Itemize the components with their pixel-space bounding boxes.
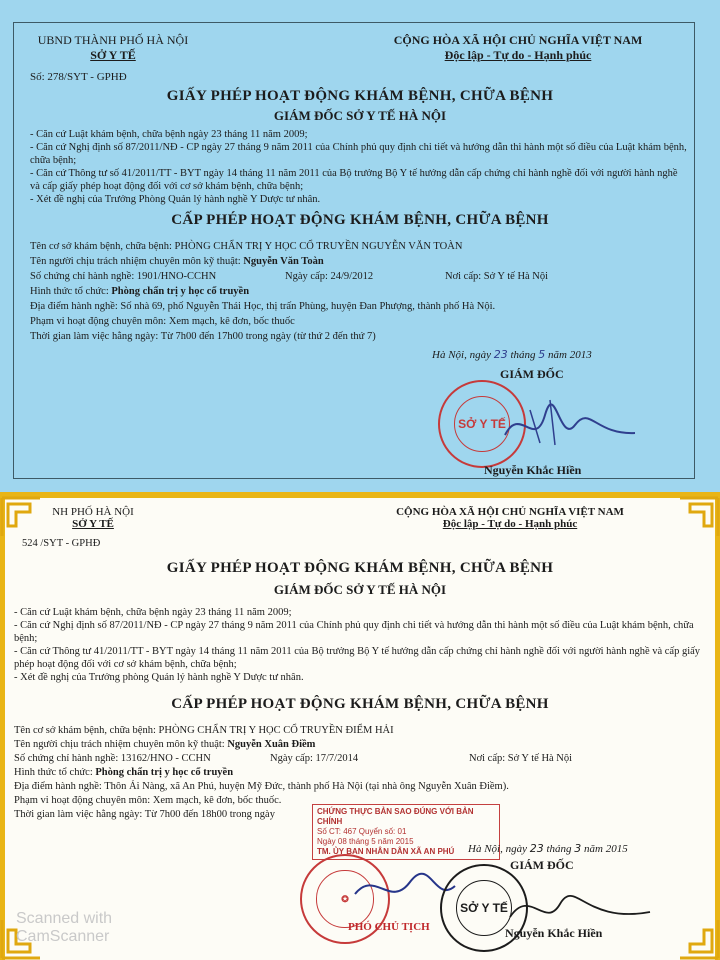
working-hours: Thời gian làm việc hằng ngày: Từ 7h00 đến 18h00 trong ngày (14, 809, 275, 820)
certificate-number: Số chứng chỉ hành nghề: 13162/HNO - CCHN (14, 753, 211, 764)
org-form-value: Phòng chẩn trị y học cổ truyền (95, 767, 234, 778)
issuer-org (38, 506, 148, 530)
practice-scope: Phạm vi hoạt động chuyên môn: Xem mạch, kê đơn, bốc thuốc. (14, 795, 282, 806)
legal-basis-4: - Xét đề nghị của Trưởng Phòng Quản lý hành nghề Y Dược tư nhân. (30, 194, 321, 205)
signer-name: Nguyễn Khắc Hiền (484, 463, 582, 477)
document-title: GIẤY PHÉP HOẠT ĐỘNG KHÁM BỆNH, CHỮA BỆNH (166, 88, 554, 104)
corner-ornament-bottom-right (678, 918, 720, 960)
facility-name-row (30, 239, 495, 254)
org-form-label: Hình thức tổ chức: (30, 286, 112, 297)
legal-basis-2: - Căn cứ Nghị định số 87/2011/NĐ - CP ngày 27 tháng 9 năm 2011 của Chính phủ quy định chi tiết và hướng dẫn thi hành một số điều của Luật khám bệnh, chữa bệnh; (30, 142, 687, 166)
document-number: Số: 278/SYT - GPHĐ (30, 71, 127, 83)
document-subtitle: GIÁM ĐỐC SỞ Y TẾ HÀ NỘI (273, 582, 447, 597)
signature (505, 882, 655, 932)
facility-value: PHÒNG CHẨN TRỊ Y HỌC CỔ TRUYỀN NGUYỄN VĂN TOÀN (174, 241, 463, 252)
date-month-label: tháng (546, 843, 572, 855)
legal-basis-2: - Căn cứ Nghị định số 87/2011/NĐ - CP ngày 27 tháng 9 năm 2011 của Chính phủ quy định chi tiết và hướng dẫn thi hành một số điều của Luật khám bệnh, chữa bệnh; (14, 620, 694, 644)
chairman-title: PHÓ CHỦ TỊCH (348, 921, 430, 933)
legal-basis-3: - Căn cứ Thông tư 41/2011/TT - BYT ngày 14 tháng 11 năm 2011 của Bộ trưởng Bộ Y tế hướng dẫn cấp chứng chỉ hành nghề đối với người hành nghề và cấp giấy phép hoạt động đối với cơ sở khám bệnh, chữa bệnh; (14, 646, 701, 670)
seal-text: SỞ Y TẾ (460, 901, 508, 915)
person-value: Nguyễn Xuân Điềm (227, 739, 316, 750)
date-day: 23 (493, 348, 508, 361)
date-prefix: Hà Nội, ngày (468, 843, 527, 855)
commune-seal: ✪ (300, 854, 390, 944)
issue-date: Ngày cấp: 24/9/2012 (285, 271, 374, 282)
date-month-label: tháng (510, 349, 536, 361)
national-motto: Độc lập - Tự do - Hạnh phúc (442, 518, 578, 530)
issuer-org (28, 33, 198, 63)
legal-basis-4: - Xét đề nghị của Trưởng phòng Quản lý hành nghề Y Dược tư nhân. (14, 672, 304, 683)
license-document-2 (0, 494, 720, 960)
legal-basis-1: - Căn cứ Luật khám bệnh, chữa bệnh ngày 23 tháng 11 năm 2009; (14, 607, 292, 618)
corner-ornament-top-left (0, 496, 42, 538)
person-label: Tên người chịu trách nhiệm chuyên môn kỹ thuật: (14, 739, 228, 750)
scanner-watermark (16, 910, 112, 946)
practice-address: Địa điểm hành nghề: Thôn Ải Nàng, xã An Phú, huyện Mỹ Đức, thành phố Hà Nội (tại nhà ông Nguyễn Xuân Điềm). (14, 781, 509, 792)
practice-scope: Phạm vi hoạt động chuyên môn: Xem mạch, kê đơn, bốc thuốc (30, 316, 295, 327)
issuer-department: SỞ Y TẾ (90, 48, 136, 62)
issuer-city: NH PHỐ HÀ NỘI (52, 506, 134, 518)
certificate-row (30, 269, 549, 284)
national-motto: Độc lập - Tự do - Hạnh phúc (444, 48, 592, 62)
legal-basis-3: - Căn cứ Thông tư số 41/2011/TT - BYT ngày 14 tháng 11 năm 2011 của Bộ trưởng Bộ Y tế hướng dẫn cấp chứng chỉ hành nghề đối với người hành nghề và cấp giấy phép hoạt động đối với cơ sở khám bệnh, chữa bệnh; (30, 168, 678, 192)
certificate-row (14, 752, 573, 766)
date-month: 3 (574, 842, 582, 855)
document-number: 524 /SYT - GPHĐ (22, 538, 101, 549)
org-form-row (30, 284, 495, 299)
national-header (360, 506, 660, 530)
national-header (368, 33, 668, 63)
person-label: Tên người chịu trách nhiệm chuyên môn kỹ thuật: (30, 256, 244, 267)
certified-copy-number: Số CT: 467 Quyển số: 01 (317, 827, 407, 836)
issue-date-line (468, 842, 628, 855)
issue-place: Nơi cấp: Sở Y tế Hà Nội (445, 271, 549, 282)
facility-value: PHÒNG CHẨN TRỊ Y HỌC CỔ TRUYỀN ĐIỂM HẢI (158, 725, 394, 736)
certified-copy-date: Ngày 08 tháng 5 năm 2015 (317, 837, 414, 846)
org-form-row (14, 766, 509, 780)
working-hours: Thời gian làm việc hằng ngày: Từ 7h00 đến 17h00 trong ngày (từ thứ 2 đến thứ 7) (30, 331, 376, 342)
date-month: 5 (538, 348, 546, 361)
facility-name-row (14, 724, 509, 738)
legal-basis-1: - Căn cứ Luật khám bệnh, chữa bệnh ngày 23 tháng 11 năm 2009; (30, 129, 308, 140)
watermark-line-2: CamScanner (16, 928, 110, 945)
signer-name: Nguyễn Khắc Hiền (505, 926, 603, 940)
issue-date: Ngày cấp: 17/7/2014 (270, 753, 359, 764)
license-details (30, 239, 549, 344)
document-title: GIẤY PHÉP HOẠT ĐỘNG KHÁM BỆNH, CHỮA BỆNH (166, 560, 554, 576)
issuer-department: SỞ Y TẾ (72, 518, 114, 530)
watermark-line-1: Scanned with (16, 910, 113, 927)
legal-basis (14, 606, 704, 684)
license-heading: CẤP PHÉP HOẠT ĐỘNG KHÁM BỆNH, CHỮA BỆNH (171, 696, 549, 712)
license-heading: CẤP PHÉP HOẠT ĐỘNG KHÁM BỆNH, CHỮA BỆNH (171, 212, 549, 228)
issue-place: Nơi cấp: Sở Y tế Hà Nội (469, 753, 573, 764)
corner-ornament-top-right (678, 496, 720, 538)
facility-label: Tên cơ sở khám bệnh, chữa bệnh: (30, 241, 175, 252)
seal-text: SỞ Y TẾ (458, 417, 506, 431)
date-year: năm 2015 (584, 843, 628, 855)
issue-date-line (432, 348, 592, 361)
responsible-person-row (14, 738, 509, 752)
responsible-person-row (30, 254, 495, 269)
certificate-number: Số chứng chỉ hành nghề: 1901/HNO-CCHN (30, 271, 217, 282)
certified-copy-authority: TM. ỦY BAN NHÂN DÂN XÃ AN PHÚ (317, 847, 455, 856)
org-form-label: Hình thức tổ chức: (14, 767, 96, 778)
legal-basis (30, 128, 690, 206)
director-title: GIÁM ĐỐC (500, 367, 564, 381)
facility-label: Tên cơ sở khám bệnh, chữa bệnh: (14, 725, 159, 736)
country-name: CỘNG HÒA XÃ HỘI CHỦ NGHĨA VIỆT NAM (396, 506, 624, 518)
date-day: 23 (529, 842, 544, 855)
practice-address: Địa điểm hành nghề: Số nhà 69, phố Nguyễn Thái Học, thị trấn Phùng, huyện Đan Phượng, thành phố Hà Nội. (30, 301, 496, 312)
person-value: Nguyễn Văn Toàn (243, 256, 324, 267)
country-name: CỘNG HÒA XÃ HỘI CHỦ NGHĨA VIỆT NAM (393, 33, 643, 47)
date-year: năm 2013 (548, 349, 592, 361)
director-title: GIÁM ĐỐC (510, 858, 574, 872)
org-form-value: Phòng chẩn trị y học cổ truyền (111, 286, 250, 297)
document-subtitle: GIÁM ĐỐC SỞ Y TẾ HÀ NỘI (273, 108, 447, 123)
issuer-city: UBND THÀNH PHỐ HÀ NỘI (37, 33, 189, 47)
certified-copy-title: CHỨNG THỰC BẢN SAO ĐÚNG VỚI BẢN CHÍNH (317, 807, 474, 826)
date-prefix: Hà Nội, ngày (432, 349, 491, 361)
signature (500, 395, 640, 455)
